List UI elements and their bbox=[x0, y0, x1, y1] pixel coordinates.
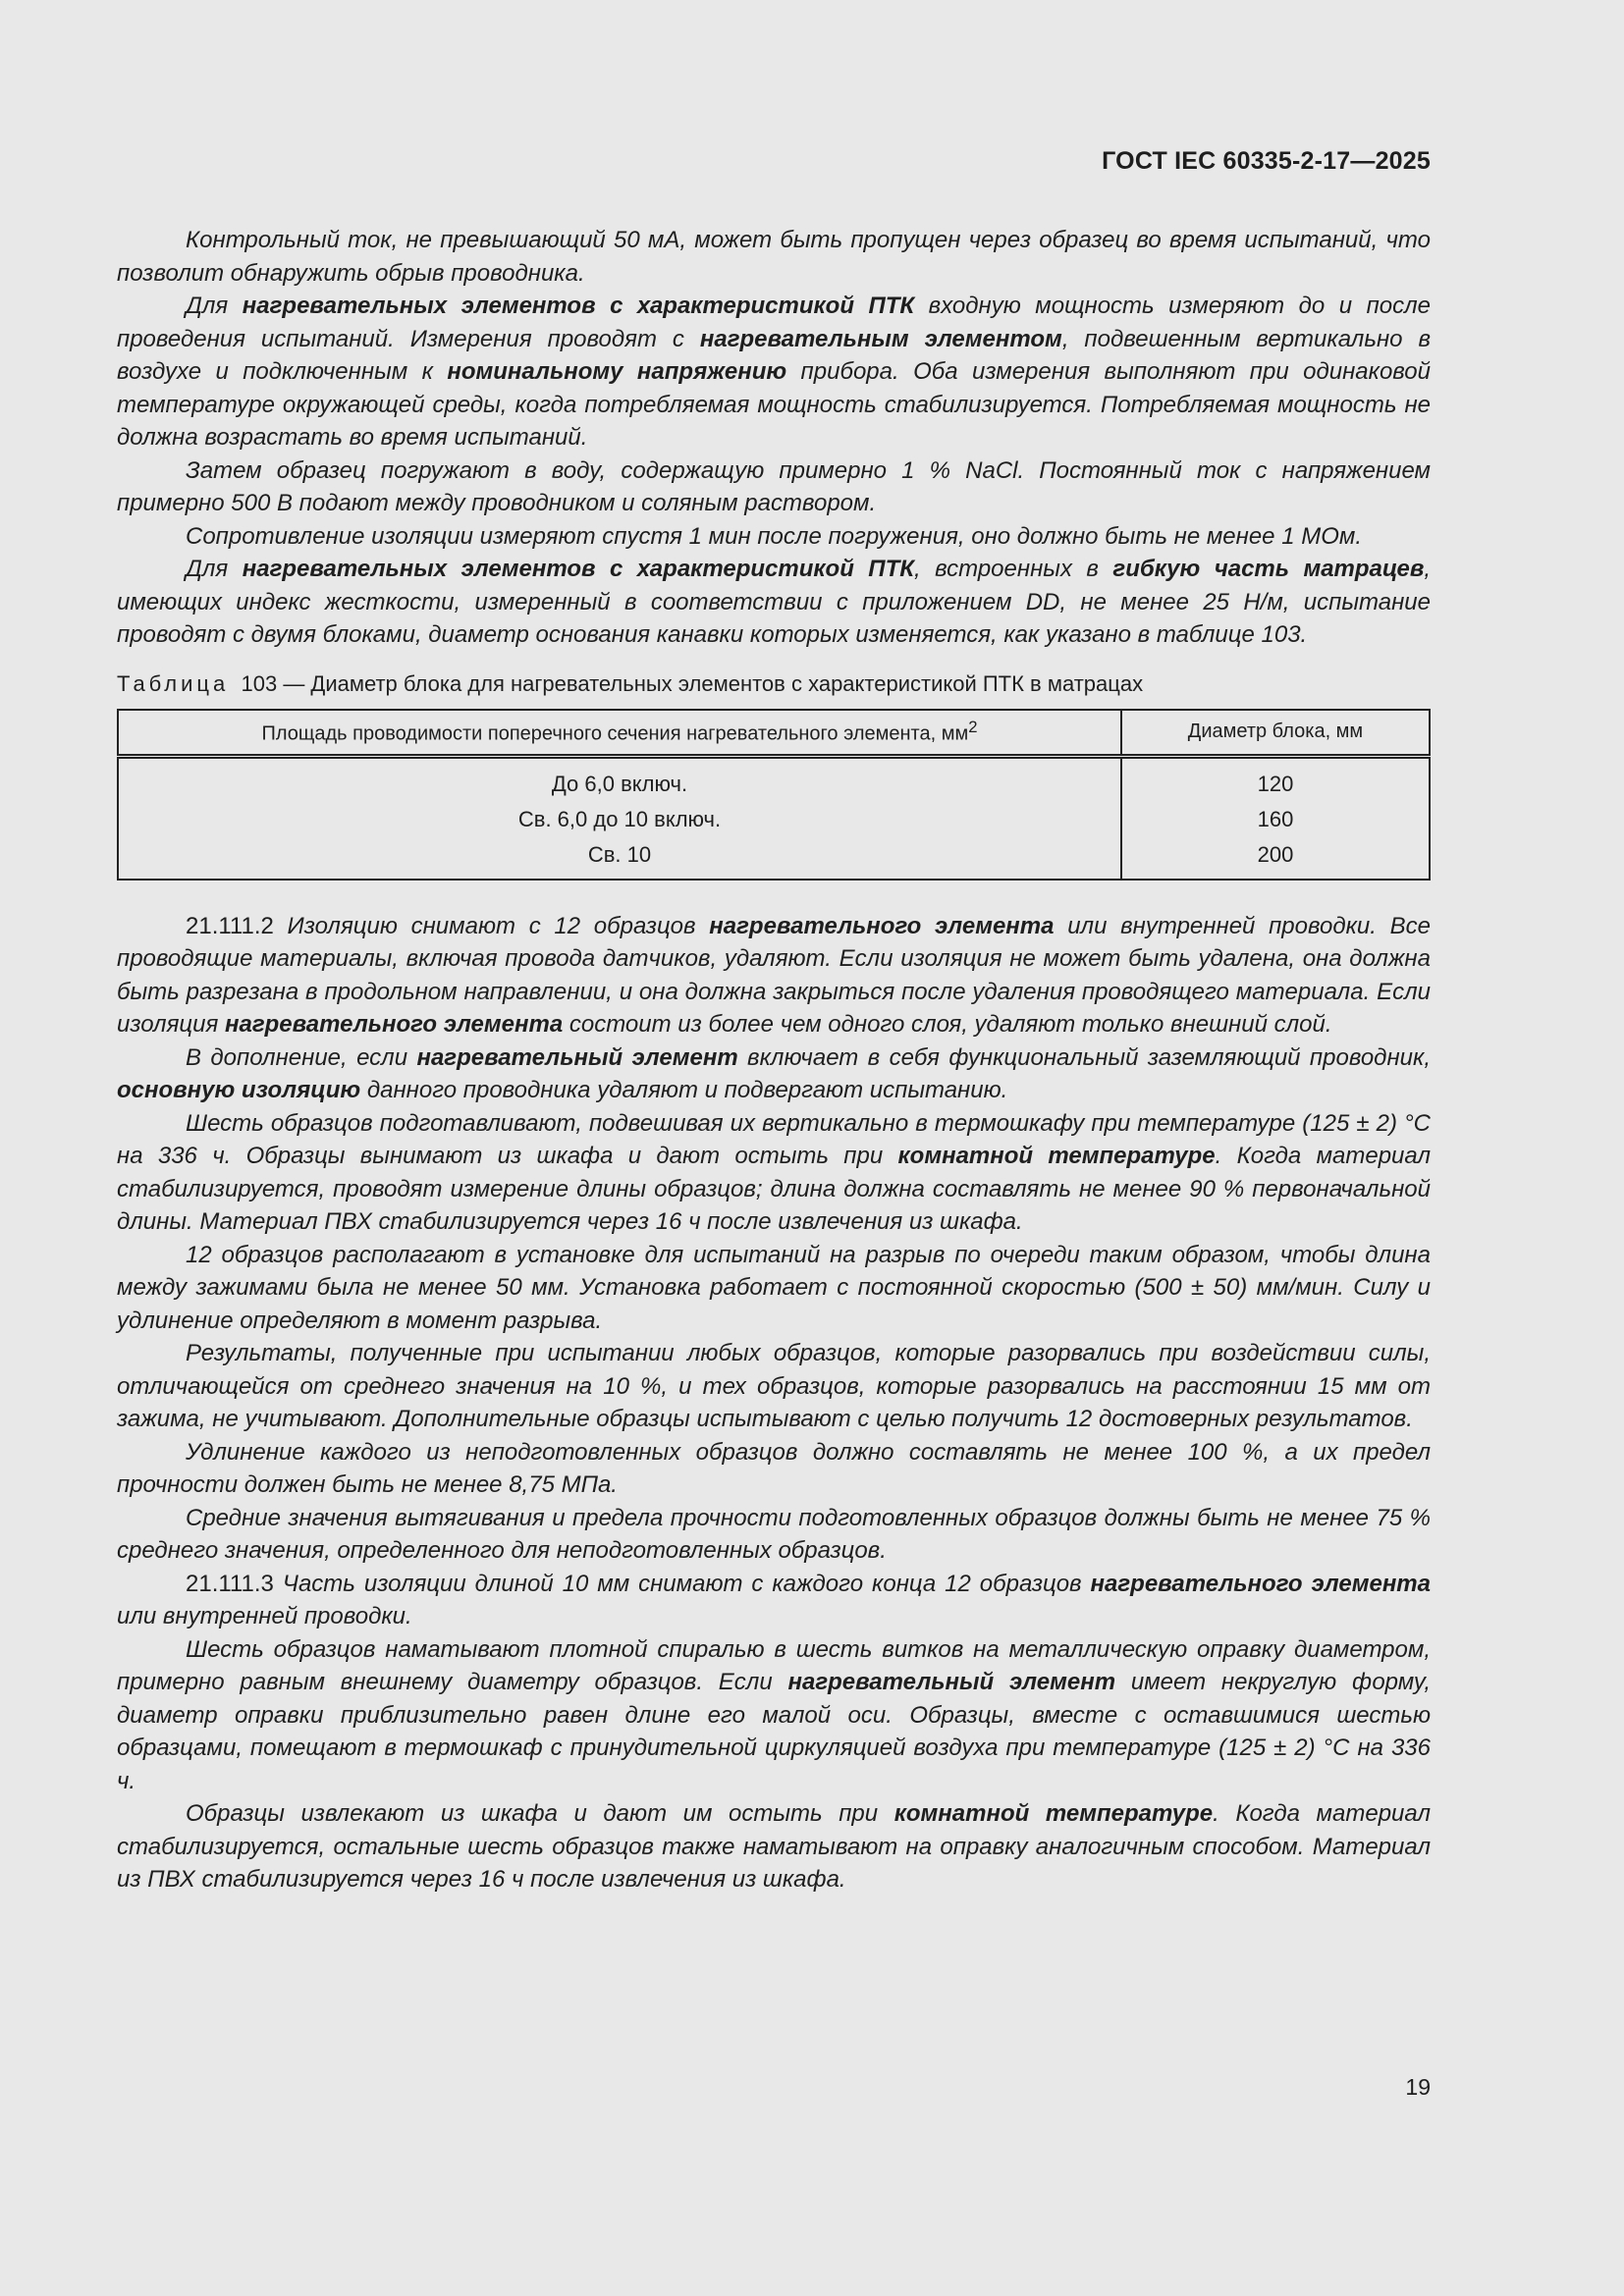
paragraph: Для нагревательных элементов с характеристикой ПТК, встроенных в гибкую часть матрацев, имеющих индекс жесткости, измеренный в соответствии с приложением DD, не менее 25 Н/м, испытание проводят с двумя блоками, диаметр основания канавки которых изменяется, как указано в таблице 103. bbox=[117, 556, 1432, 648]
table-header-row bbox=[118, 710, 1430, 757]
data-table bbox=[117, 709, 1431, 881]
bold-term: комнатной температуре bbox=[893, 1800, 1214, 1827]
paragraph: 21.111.3 Часть изоляции длиной 10 мм снимают с каждого конца 12 образцов нагревательного элемента или внутренней проводки. bbox=[117, 1570, 1431, 1629]
paragraph: Сопротивление изоляции измеряют спустя 1 мин после погружения, оно должно быть не менее 1 МОм. bbox=[186, 522, 1362, 550]
paragraph: В дополнение, если нагревательный элемент включает в себя функциональный заземляющий проводник, основную изоляцию данного проводника удаляют и подвергают испытанию. bbox=[117, 1043, 1431, 1103]
paragraph: Удлинение каждого из неподготовленных образцов должно составлять не менее 100 %, а их предел прочности должен быть не менее 8,75 МПа. bbox=[117, 1438, 1431, 1498]
column-header-area: Площадь проводимости поперечного сечения нагревательного элемента, $мм^2$ bbox=[118, 710, 1121, 757]
clause-number: 21.111.2 bbox=[186, 912, 274, 939]
paragraph: Шесть образцов наматывают плотной спиралью в шесть витков на металлическую оправку диаметром, примерно равным внешнему диаметру образцов. Если нагревательный элемент имеет некруглую форму, диаметр оправки приблизительно равен длине его малой оси. Образцы, вместе с оставшимися шестью образцами, помещают в термошкаф с принудительной циркуляцией воздуха при температуре (125 ± 2) °С на 336 ч. bbox=[117, 1635, 1431, 1794]
bold-term: нагревательный элемент bbox=[416, 1043, 738, 1071]
table-cell-area: До 6,0 включ. bbox=[118, 756, 1121, 802]
bold-term: основную изоляцию bbox=[117, 1077, 361, 1103]
paragraph: 12 образцов располагают в установке для испытаний на разрыв по очереди таким образом, чтобы длина между зажимами была не менее 50 мм. Установка работает с постоянной скоростью (500 ± 50) мм/мин. Силу и удлинение определяют в момент разрыва. bbox=[117, 1241, 1431, 1334]
paragraph: 21.111.2 Изоляцию снимают с 12 образцов нагревательного элемента или внутренней проводки. Все проводящие материалы, включая провода датчиков, удаляют. Если изоляция не может быть удалена, она должна быть разрезана в продольном направлении, и она должна закрыться после удаления проводящего материала. Если изоляция нагревательного элемента состоит из более чем одного слоя, удаляют только внешний слой. bbox=[117, 912, 1431, 1038]
table-cell-diameter: 160 bbox=[1257, 806, 1294, 831]
paragraph: Для нагревательных элементов с характеристикой ПТК входную мощность измеряют до и после проведения испытаний. Измерения проводят с нагревательным элементом, подвешенным вертикально в воздухе и подключенным к номинальному напряжению прибора. Оба измерения выполняют при одинаковой температуре окружающей среды, когда потребляемая мощность стабилизируется. Потребляемая мощность не должна возрастать во время испытаний. bbox=[117, 293, 1432, 451]
bold-term: комнатной температуре bbox=[897, 1143, 1216, 1169]
bold-term: нагревательным элементом bbox=[699, 325, 1062, 352]
paragraph: Затем образец погружают в воду, содержащую примерно 1 % NaCl. Постоянный ток с напряжением примерно 500 В подают между проводником и соляным раствором. bbox=[117, 456, 1431, 516]
bold-term: нагревательного элемента bbox=[709, 912, 1055, 939]
column-header-diameter: Диаметр блока, мм bbox=[1121, 710, 1430, 757]
bold-term: нагревательных элементов с характеристикой ПТК bbox=[242, 293, 915, 319]
bold-term: нагревательного элемента bbox=[1090, 1570, 1431, 1597]
bold-term: гибкую часть матрацев bbox=[1112, 556, 1425, 582]
table-caption bbox=[117, 669, 1431, 699]
paragraph: Результаты, полученные при испытании любых образцов, которые разорвались при воздействии силы, отличающейся от среднего значения на 10 %, и тех образцов, которые разорвались на расстоянии 15 мм от зажима, не учитывают. Дополнительные образцы испытывают с целью получить 12 достоверных результатов. bbox=[117, 1340, 1431, 1432]
table-row bbox=[118, 802, 1430, 837]
bold-term: нагревательного элемента bbox=[224, 1011, 564, 1038]
table-caption-text: 103 — Диаметр блока для нагревательных элементов с характеристикой ПТК в матрацах bbox=[241, 670, 1144, 696]
table-cell-diameter: 200 bbox=[1257, 841, 1294, 867]
table-cell-area: Св. 10 bbox=[118, 837, 1121, 880]
document-body bbox=[117, 224, 1431, 1896]
table-cell-area: Св. 6,0 до 10 включ. bbox=[118, 802, 1121, 837]
document-header: ГОСТ IEC 60335-2-17—2025 bbox=[1102, 147, 1431, 175]
clause-number: 21.111.3 bbox=[186, 1570, 274, 1597]
table-row bbox=[118, 756, 1430, 802]
table-caption-label: Таблица bbox=[117, 670, 230, 696]
paragraph: Образцы извлекают из шкафа и дают им остыть при комнатной температуре. Когда материал стабилизируется, остальные шесть образцов также наматывают на оправку аналогичным способом. Материал из ПВХ стабилизируется через 16 ч после извлечения из шкафа. bbox=[117, 1800, 1432, 1893]
table-row bbox=[118, 837, 1430, 880]
table-cell-diameter: 120 bbox=[1257, 771, 1294, 796]
bold-term: нагревательных элементов с характеристикой ПТК bbox=[242, 556, 914, 582]
paragraph: Контрольный ток, не превышающий 50 мА, может быть пропущен через образец во время испытаний, что позволит обнаружить обрыв проводника. bbox=[117, 227, 1431, 287]
page-number: 19 bbox=[1405, 2074, 1431, 2100]
bold-term: номинальному напряжению bbox=[447, 358, 787, 385]
bold-term: нагревательный элемент bbox=[787, 1669, 1116, 1695]
paragraph: Шесть образцов подготавливают, подвешивая их вертикально в термошкафу при температуре (125 ± 2) °С на 336 ч. Образцы вынимают из шкафа и дают остыть при комнатной температуре. Когда материал стабилизируется, проводят измерение длины образцов; длина должна составлять не менее 90 % первоначальной длины. Материал ПВХ стабилизируется через 16 ч после извлечения из шкафа. bbox=[117, 1109, 1432, 1235]
paragraph: Средние значения вытягивания и предела прочности подготовленных образцов должны быть не менее 75 % среднего значения, определенного для неподготовленных образцов. bbox=[117, 1504, 1431, 1564]
